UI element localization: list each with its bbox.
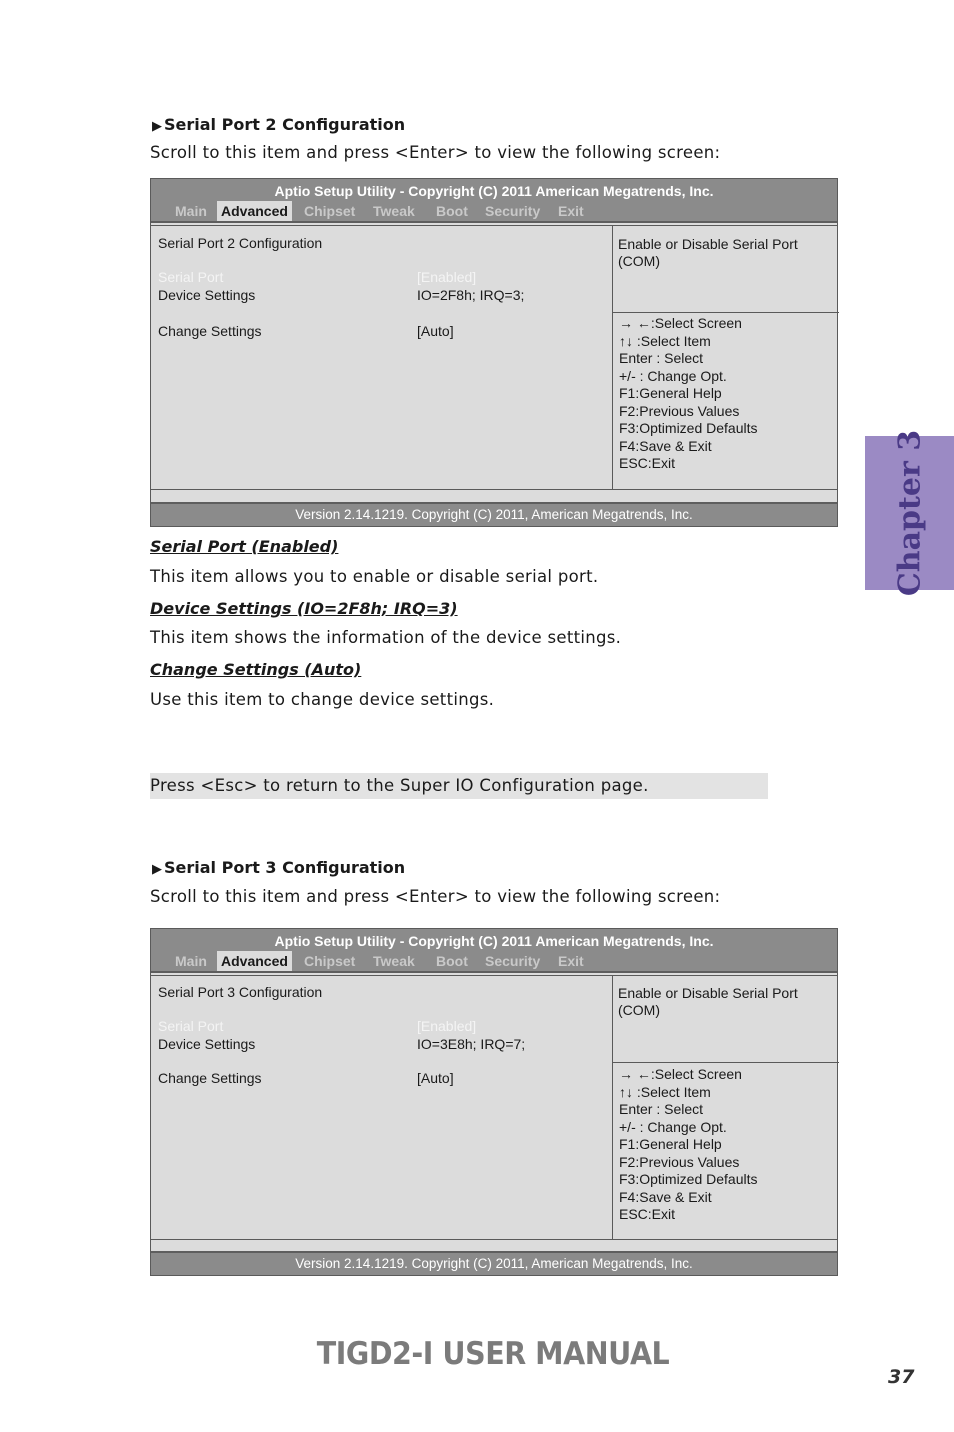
key-esc: ESC:Exit bbox=[619, 1206, 676, 1222]
intro-paragraph: Scroll to this item and press <Enter> to view the following screen: bbox=[150, 143, 721, 162]
device-settings-label: Device Settings bbox=[158, 1036, 256, 1052]
help-divider bbox=[612, 1062, 839, 1063]
device-settings-value: IO=3E8h; IRQ=7; bbox=[417, 1036, 526, 1052]
left-right-arrows-icon: → ← bbox=[619, 315, 651, 331]
section-heading: ▶ Serial Port 3 Configuration bbox=[152, 858, 406, 877]
bottom-divider bbox=[151, 1239, 837, 1240]
serial-port-value[interactable]: [Enabled] bbox=[417, 1018, 477, 1034]
esc-note: Press <Esc> to return to the Super IO Configuration page. bbox=[150, 773, 768, 799]
tab-exit[interactable]: Exit bbox=[558, 203, 584, 219]
tab-tweak[interactable]: Tweak bbox=[373, 203, 415, 219]
tab-main[interactable]: Main bbox=[175, 203, 207, 219]
description-text: This item shows the information of the device settings. bbox=[150, 628, 622, 647]
key-f1: F1:General Help bbox=[619, 1136, 722, 1152]
tab-advanced[interactable]: Advanced bbox=[217, 201, 292, 221]
bios-header bbox=[151, 179, 837, 223]
page-number: 37 bbox=[888, 1366, 915, 1388]
bios-tab-bar bbox=[151, 201, 837, 221]
serial-port-value[interactable]: [Enabled] bbox=[417, 269, 477, 285]
bios-footer: Version 2.14.1219. Copyright (C) 2011, American Megatrends, Inc. bbox=[151, 502, 837, 526]
change-settings-value[interactable]: [Auto] bbox=[417, 1070, 454, 1086]
key-select-screen: → ←:Select Screen bbox=[619, 1066, 742, 1082]
bios-header bbox=[151, 929, 837, 973]
key-change-opt: +/- : Change Opt. bbox=[619, 1118, 727, 1135]
key-select-item: ↑↓ :Select Item bbox=[619, 1083, 711, 1100]
key-legend bbox=[619, 1066, 758, 1224]
play-arrow-icon: ▶ bbox=[152, 119, 162, 134]
manual-title: TIGD2-I USER MANUAL bbox=[316, 1336, 670, 1372]
bios-screen bbox=[150, 178, 838, 527]
key-f4: F4:Save & Exit bbox=[619, 1188, 712, 1205]
key-f3: F3:Optimized Defaults bbox=[619, 420, 758, 436]
tab-chipset[interactable]: Chipset bbox=[304, 203, 356, 219]
column-divider bbox=[612, 976, 613, 1239]
bottom-divider bbox=[151, 489, 837, 490]
key-enter: Enter : Select bbox=[619, 350, 704, 366]
key-f4: F4:Save & Exit bbox=[619, 437, 712, 454]
help-text: Enable or Disable Serial Port (COM) bbox=[618, 985, 798, 1018]
key-select-screen: → ←:Select Screen bbox=[619, 315, 742, 331]
description-text: This item allows you to enable or disable serial port. bbox=[150, 567, 599, 586]
bios-tab-bar bbox=[151, 951, 837, 971]
key-f2: F2:Previous Values bbox=[619, 402, 740, 419]
key-enter: Enter : Select bbox=[619, 1101, 704, 1117]
key-f3: F3:Optimized Defaults bbox=[619, 1171, 758, 1187]
divider bbox=[151, 225, 837, 226]
tab-tweak[interactable]: Tweak bbox=[373, 953, 415, 969]
bios-title: Aptio Setup Utility - Copyright (C) 2011 American Megatrends, Inc. bbox=[274, 933, 714, 949]
bios-page-title: Serial Port 2 Configuration bbox=[158, 235, 323, 251]
bios-footer: Version 2.14.1219. Copyright (C) 2011, American Megatrends, Inc. bbox=[151, 1251, 837, 1275]
key-change-opt: +/- : Change Opt. bbox=[619, 367, 727, 384]
chapter-label: Chapter 3 bbox=[892, 429, 927, 597]
key-f1: F1:General Help bbox=[619, 385, 722, 401]
change-settings-label[interactable]: Change Settings bbox=[158, 1070, 262, 1086]
change-settings-label[interactable]: Change Settings bbox=[158, 323, 262, 339]
key-f2: F2:Previous Values bbox=[619, 1153, 740, 1170]
tab-security[interactable]: Security bbox=[485, 953, 541, 969]
divider bbox=[151, 975, 837, 976]
device-settings-label: Device Settings bbox=[158, 287, 256, 303]
up-down-arrows-icon: ↑↓ bbox=[619, 332, 637, 349]
help-text: Enable or Disable Serial Port (COM) bbox=[618, 236, 798, 269]
description-title: Device Settings (IO=2F8h; IRQ=3) bbox=[150, 599, 458, 618]
bios-title: Aptio Setup Utility - Copyright (C) 2011 American Megatrends, Inc. bbox=[274, 183, 714, 199]
description-text: Use this item to change device settings. bbox=[150, 690, 495, 709]
device-settings-value: IO=2F8h; IRQ=3; bbox=[417, 287, 525, 303]
key-legend bbox=[619, 315, 758, 473]
chapter-tab bbox=[865, 429, 954, 597]
key-esc: ESC:Exit bbox=[619, 455, 676, 471]
tab-boot[interactable]: Boot bbox=[436, 953, 468, 969]
description-title: Serial Port (Enabled) bbox=[150, 537, 339, 556]
section-heading: ▶ Serial Port 2 Configuration bbox=[152, 115, 406, 134]
bios-screen bbox=[150, 928, 838, 1276]
serial-port-label[interactable]: Serial Port bbox=[158, 1018, 224, 1034]
tab-main[interactable]: Main bbox=[175, 953, 207, 969]
help-divider bbox=[612, 312, 839, 313]
tab-advanced[interactable]: Advanced bbox=[217, 951, 292, 971]
tab-exit[interactable]: Exit bbox=[558, 953, 584, 969]
tab-security[interactable]: Security bbox=[485, 203, 541, 219]
intro-paragraph: Scroll to this item and press <Enter> to view the following screen: bbox=[150, 887, 721, 906]
bios-page-title: Serial Port 3 Configuration bbox=[158, 984, 323, 1000]
key-select-item: ↑↓ :Select Item bbox=[619, 332, 711, 349]
description-title: Change Settings (Auto) bbox=[150, 660, 362, 679]
up-down-arrows-icon: ↑↓ bbox=[619, 1083, 637, 1100]
tab-chipset[interactable]: Chipset bbox=[304, 953, 356, 969]
column-divider bbox=[612, 226, 613, 489]
change-settings-value[interactable]: [Auto] bbox=[417, 323, 454, 339]
serial-port-label[interactable]: Serial Port bbox=[158, 269, 224, 285]
play-arrow-icon: ▶ bbox=[152, 862, 162, 877]
tab-boot[interactable]: Boot bbox=[436, 203, 468, 219]
left-right-arrows-icon: → ← bbox=[619, 1066, 651, 1082]
